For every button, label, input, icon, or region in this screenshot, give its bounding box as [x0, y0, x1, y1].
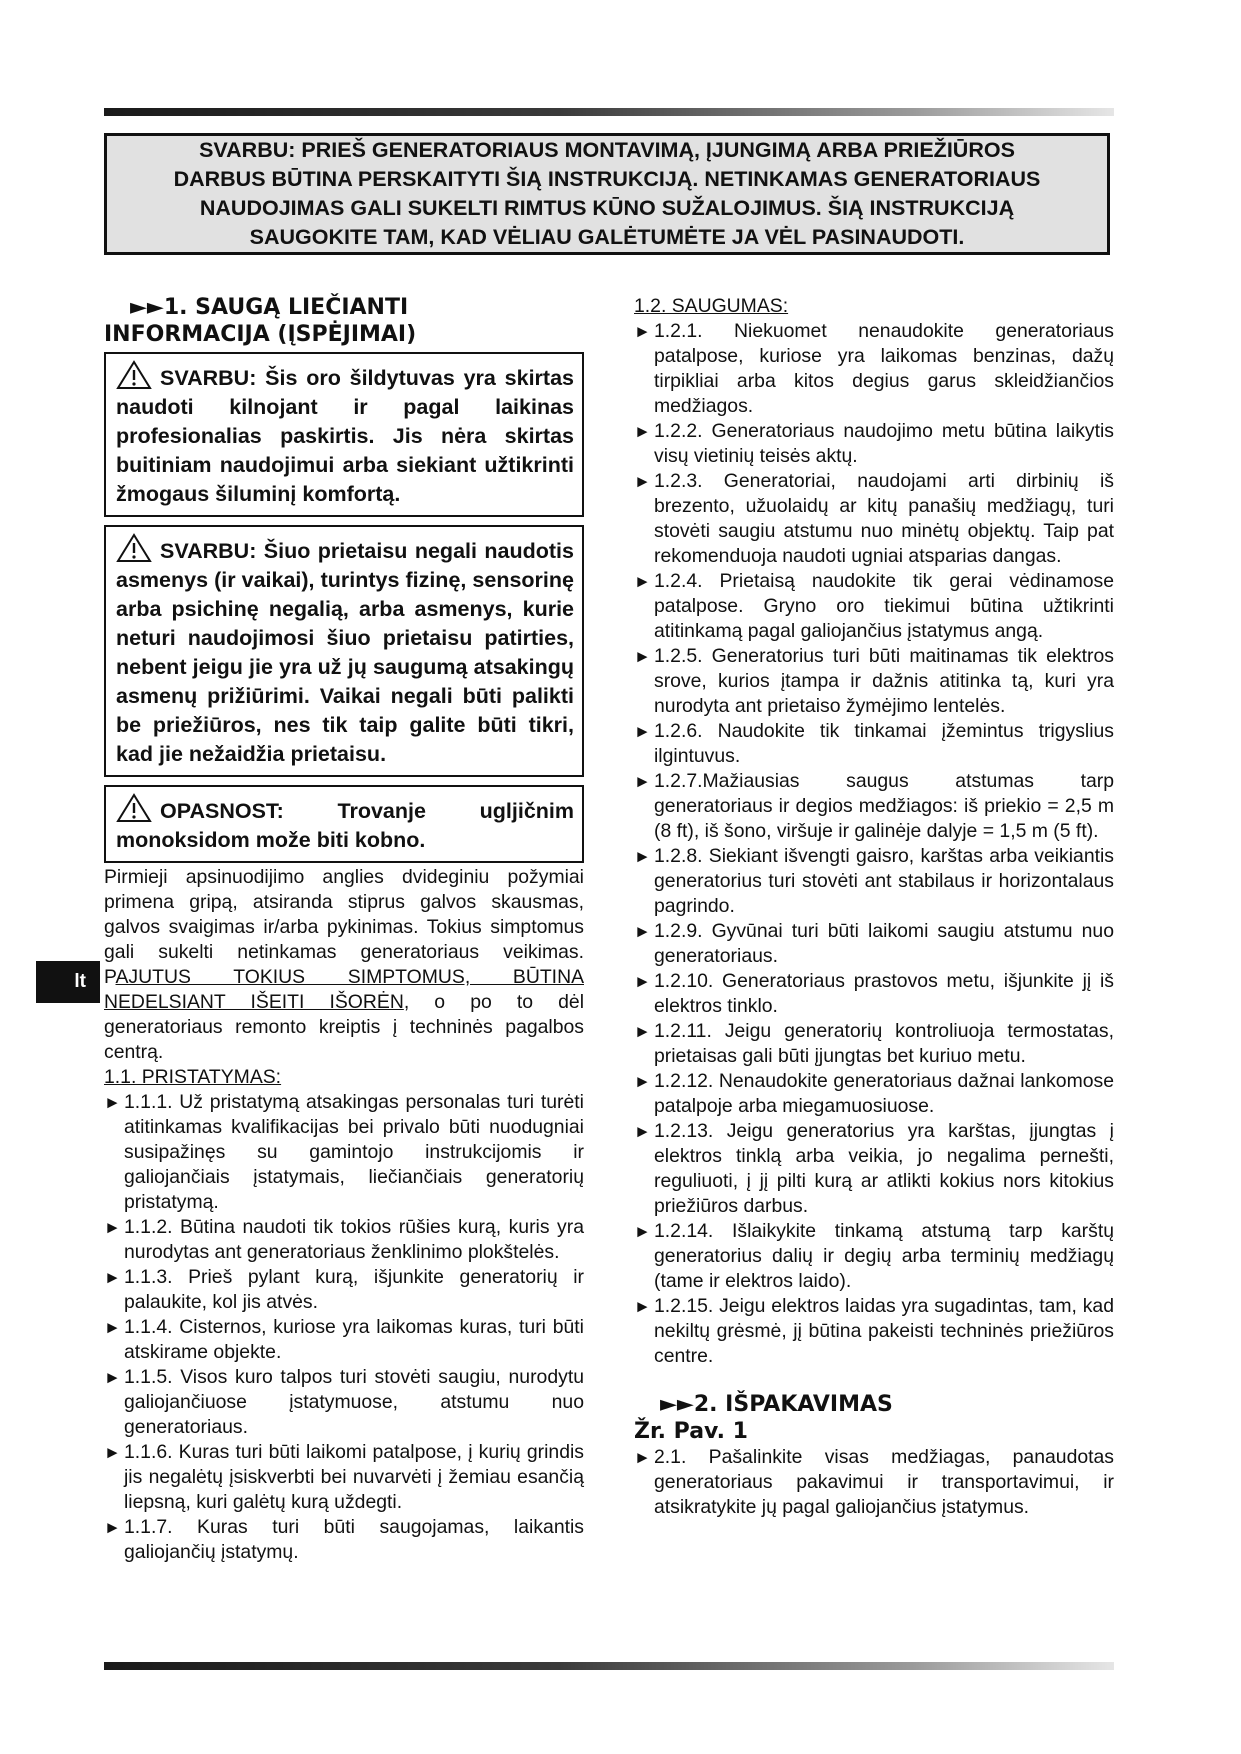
list-item: ► 1.2.13. Jeigu generatorius yra karštas, įjungtas į elektros tinklą arba veikia, jo negalima pernešti, reguliuoti, į jį pilti kurą ar atlikti kokius nors kitokius priežiūros darbus. — [634, 1120, 1114, 1217]
language-tab: lt — [36, 961, 100, 1003]
list-item: ► 1.1.7. Kuras turi būti saugojamas, laikantis galiojančių įstatymų. — [104, 1516, 584, 1563]
list-item: ► 1.2.7.Mažiausias saugus atstumas tarp generatoriaus ir degios medžiagos: iš priekio = 2,5 m (8 ft), iš šono, viršuje ir galinėje dalyje = 1,5 m (5 ft). — [634, 770, 1114, 842]
list-item: ► 1.2.15. Jeigu elektros laidas yra sugadintas, tam, kad nekiltų grėsmė, jį būtina pakeisti techninės priežiūros centre. — [634, 1295, 1114, 1367]
list-item: ► 1.2.4. Prietaisą naudokite tik gerai vėdinamose patalpose. Gryno oro tiekimui būtina užtikrinti atitinkamą pagal galiojančius įstatymus angą. — [634, 570, 1114, 642]
warning-box-3: OPASNOST: Trovanje ugljičnim monoksidom može biti kobno. — [104, 785, 584, 863]
warning-box-1: SVARBU: Šis oro šildytuvas yra skirtas naudoti kilnojant ir pagal laikinas profesionalias paskirtis. Jis nėra skirtas buitiniam naudojimui arba siekiant užtikrinti žmogaus šiluminį komfortą. — [104, 352, 584, 517]
list-item: ► 1.2.5. Generatorius turi būti maitinamas tik elektros srove, kurios įtampa ir dažnis atitinka tą, kuri yra nurodyta ant prietaiso žymėjimo lentelės. — [634, 645, 1114, 717]
warning-box-2: SVARBU: Šiuo prietaisu negali naudotis asmenys (ir vaikai), turintys fizinę, sensorinę arba psichinę negalią, arba asmenys, kurie neturi naudojimosi šiuo prietaisu patirties, nebent jeigu jie yra už jų saugumą atsakingų asmenų prižiūrimi. Vaikai negali būti palikti be priežiūros, nes tik taip galite būti tikri, kad jie nežaidžia prietaisu. — [104, 525, 584, 777]
list-item: ► 1.1.3. Prieš pylant kurą, išjunkite generatorių ir palaukite, kol jis atvės. — [104, 1266, 584, 1313]
warning-triangle-icon — [116, 360, 152, 390]
list-item: ► 1.1.5. Visos kuro talpos turi stovėti saugiu, nurodytu galiojančiuose įstatymuose, atstumu nuo generatoriaus. — [104, 1366, 584, 1438]
list-item: ► 1.2.8. Siekiant išvengti gaisro, karštas arba veikiantis generatorius turi stovėti ant stabilaus ir horizontalaus pagrindo. — [634, 845, 1114, 917]
list-item: ► 1.2.2. Generatoriaus naudojimo metu būtina laikytis visų vietinių teisės aktų. — [634, 420, 1114, 467]
right-column — [634, 294, 1114, 1520]
co-poisoning-paragraph: Pirmieji apsinuodijimo anglies dvideginiu požymiai primena gripą, atsiranda stiprus galvos skausmas, galvos svaigimas ir/arba pykinimas. Tokius simptomus gali sukelti netinkamas generatoriaus veikimas. PAJUTUS TOKIUS SIMPTOMUS, BŪTINA NEDELSIANT IŠEITI IŠORĖN, o po to dėl generatoriaus remonto kreiptis į techninės pagalbos centrą. — [104, 866, 584, 1063]
list-item: ► 1.1.4. Cisternos, kuriose yra laikomas kuras, turi būti atskirame objekte. — [104, 1316, 584, 1363]
list-item: ► 1.2.1. Niekuomet nenaudokite generatoriaus patalpose, kuriose yra laikomas benzinas, dažų tirpikliai arba kitos degius garus skleidžiančios medžiagos. — [634, 320, 1114, 417]
important-line: NAUDOJIMAS GALI SUKELTI RIMTUS KŪNO SUŽALOJIMUS. ŠIĄ INSTRUKCIJĄ — [199, 196, 1015, 220]
warning-triangle-icon — [116, 793, 152, 823]
left-column — [104, 294, 584, 1565]
important-notice-box — [104, 133, 1110, 255]
important-line: SAUGOKITE TAM, KAD VĖLIAU GALĖTUMĖTE JA VĖL PASINAUDOTI. — [249, 225, 965, 249]
list-item: ► 1.2.12. Nenaudokite generatoriaus dažnai lankomose patalpoje arba miegamuosiuose. — [634, 1070, 1114, 1117]
section-2-heading: ►►2. IŠPAKAVIMAS Žr. Pav. 1 — [634, 1392, 893, 1444]
list-item: ► 1.1.6. Kuras turi būti laikomi patalpose, į kurių grindis jis negalėtų įsiskverbti bei nuvarvėti į žemiau esančią liepsną, kuri galėtų kurą uždegti. — [104, 1441, 584, 1513]
section-1-2-title: 1.2. SAUGUMAS: — [634, 295, 789, 317]
important-line: SVARBU: PRIEŠ GENERATORIAUS MONTAVIMĄ, ĮJUNGIMĄ ARBA PRIEŽIŪROS — [199, 138, 1015, 162]
list-item: ► 2.1. Pašalinkite visas medžiagas, panaudotas generatoriaus pakavimui ir transportavimui, ir atsikratykite jų pagal galiojančius įstatymus. — [634, 1446, 1114, 1518]
important-line: DARBUS BŪTINA PERSKAITYTI ŠIĄ INSTRUKCIJĄ. NETINKAMAS GENERATORIAUS — [173, 167, 1041, 191]
top-rule — [104, 108, 1114, 116]
list-item: ► 1.2.10. Generatoriaus prastovos metu, išjunkite jį iš elektros tinklo. — [634, 970, 1114, 1017]
list-item: ► 1.1.2. Būtina naudoti tik tokios rūšies kurą, kuris yra nurodytas ant generatoriaus ženklinimo plokštelės. — [104, 1216, 584, 1263]
list-item: ► 1.2.3. Generatoriai, naudojami arti dirbinių iš brezento, užuolaidų ar kitų panašių medžiagų, turi stovėti saugiu atstumu nuo minėtų objektų. Taip pat rekomenduoja naudoti ugniai atsparias dangas. — [634, 470, 1114, 567]
bottom-rule — [104, 1662, 1114, 1670]
list-item: ► 1.2.14. Išlaikykite tinkamą atstumą tarp karštų generatorius dalių ir degių arba terminių medžiagų (tame ir elektros laido). — [634, 1220, 1114, 1292]
section-1-1-title: 1.1. PRISTATYMAS: — [104, 1066, 282, 1088]
list-item: ► 1.2.11. Jeigu generatorių kontroliuoja termostatas, prietaisas gali būti įjungtas bet kuriuo metu. — [634, 1020, 1114, 1067]
warning-triangle-icon — [116, 533, 152, 563]
list-item: ► 1.1.1. Už pristatymą atsakingas personalas turi turėti atitinkamas kvalifikacijas bei privalo būti nuodugniai susipažinęs su gamintojo instrukcijomis ir galiojančiais įstatymais, liečiančiais generatorių pristatymą. — [104, 1091, 584, 1213]
list-item: ► 1.2.9. Gyvūnai turi būti laikomi saugiu atstumu nuo generatoriaus. — [634, 920, 1114, 967]
list-item: ► 1.2.6. Naudokite tik tinkamai įžemintus trigyslius ilgintuvus. — [634, 720, 1114, 767]
section-1-heading: ►►1. SAUGĄ LIEČIANTI INFORMACIJA (ĮSPĖJIMAI) — [104, 295, 417, 347]
